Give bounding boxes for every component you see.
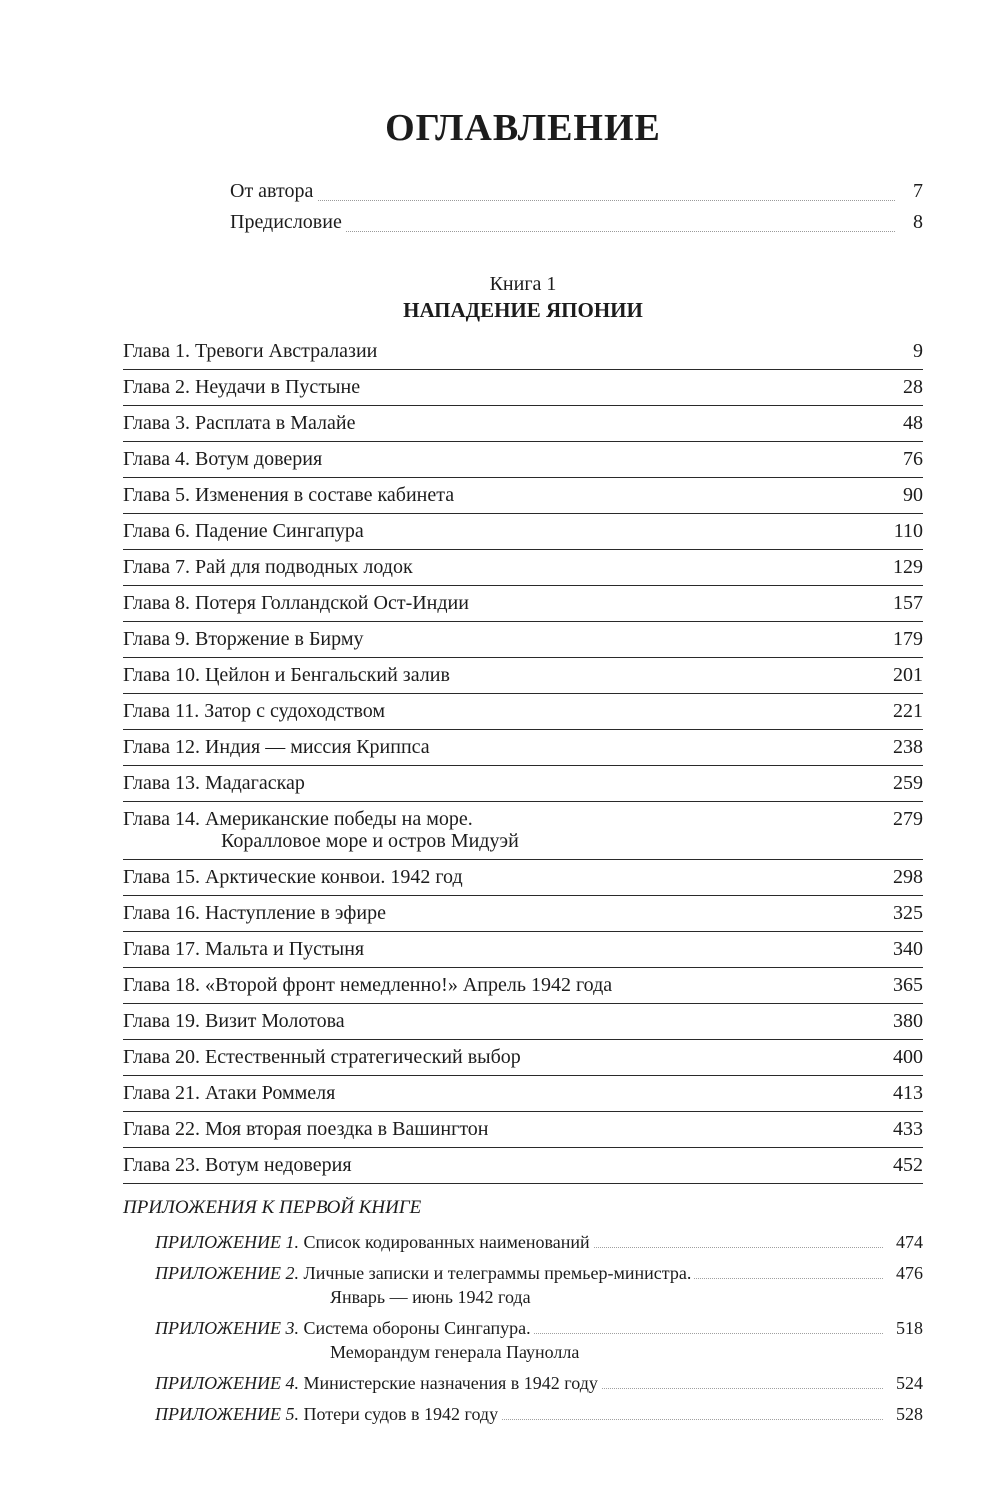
chapter-entry[interactable] [123,694,923,730]
book-label: Книга 1 [489,273,557,295]
chapter-label: Глава 2. Неудачи в Пустыне [123,376,361,398]
chapter-page: 365 [893,974,923,996]
appendix-prefix: ПРИЛОЖЕНИЕ 4. [155,1373,299,1393]
appendix-prefix: ПРИЛОЖЕНИЕ 1. [155,1232,299,1252]
chapter-entry[interactable] [123,1076,923,1112]
chapter-entry[interactable] [123,550,923,586]
chapter-page: 221 [893,700,923,722]
toc-entry-page: 8 [913,211,923,233]
dot-leader [230,200,895,201]
chapter-page: 9 [913,340,923,362]
chapter-label: Глава 17. Мальта и Пустыня [123,938,365,960]
chapter-entry[interactable] [123,334,923,370]
appendix-page: 474 [896,1232,923,1252]
chapter-label: Глава 20. Естественный стратегический выбор [123,1046,521,1068]
chapter-label: Глава 19. Визит Молотова [123,1010,345,1032]
chapter-page: 48 [903,412,923,434]
chapter-entry[interactable] [123,802,923,860]
chapter-page: 76 [903,448,923,470]
chapter-entry[interactable] [123,1004,923,1040]
chapter-label: Глава 7. Рай для подводных лодок [123,556,413,578]
chapter-label: Глава 8. Потеря Голландской Ост-Индии [123,592,469,614]
appendix-page: 476 [896,1263,923,1283]
appendix-entry[interactable] [155,1402,923,1426]
appendix-label-continued: Январь — июнь 1942 года [330,1287,531,1307]
chapter-label: Глава 4. Вотум доверия [123,448,323,470]
book-title: НАПАДЕНИЕ ЯПОНИИ [403,298,643,322]
chapter-label: Глава 11. Затор с судоходством [123,700,386,722]
chapter-entry[interactable] [123,1112,923,1148]
chapter-page: 340 [893,938,923,960]
toc-entry-front[interactable] [230,211,923,241]
chapter-entry[interactable] [123,478,923,514]
toc-entry-front[interactable] [230,180,923,210]
appendix-prefix: ПРИЛОЖЕНИЕ 5. [155,1404,299,1424]
chapter-label: Глава 6. Падение Сингапура [123,520,364,542]
appendix-page: 528 [896,1404,923,1424]
chapter-label: Глава 21. Атаки Роммеля [123,1082,336,1104]
chapter-label-continued: Коралловое море и остров Мидуэй [221,830,519,852]
chapter-page: 452 [893,1154,923,1176]
chapter-entry[interactable] [123,442,923,478]
appendix-page: 518 [896,1318,923,1338]
appendix-label-continued: Меморандум генерала Паунолла [330,1342,580,1362]
chapter-label: Глава 15. Арктические конвои. 1942 год [123,866,463,888]
chapter-label: Глава 23. Вотум недоверия [123,1154,352,1176]
chapter-entry[interactable] [123,932,923,968]
chapter-page: 325 [893,902,923,924]
chapter-page: 400 [893,1046,923,1068]
chapter-entry[interactable] [123,658,923,694]
chapter-page: 129 [893,556,923,578]
chapter-entry[interactable] [123,1040,923,1076]
chapter-page: 157 [893,592,923,614]
page-title: ОГЛАВЛЕНИЕ [385,107,661,149]
chapter-entry[interactable] [123,766,923,802]
chapter-label: Глава 16. Наступление в эфире [123,902,386,924]
toc-entry-label: От автора [230,180,317,203]
chapter-page: 110 [893,520,923,542]
toc-entry-label: Предисловие [230,211,346,234]
chapter-entry[interactable] [123,1148,923,1184]
appendix-label: Министерские назначения в 1942 году [303,1373,598,1393]
chapter-entry[interactable] [123,622,923,658]
chapter-entry[interactable] [123,406,923,442]
chapter-list [123,334,923,1184]
chapter-entry[interactable] [123,586,923,622]
toc-entry-page: 7 [913,180,923,202]
chapter-page: 279 [893,808,923,830]
chapter-entry[interactable] [123,896,923,932]
appendix-label: Потери судов в 1942 году [303,1404,499,1424]
chapter-entry[interactable] [123,730,923,766]
chapter-page: 380 [893,1010,923,1032]
chapter-page: 413 [893,1082,923,1104]
appendix-entry[interactable] [155,1230,923,1254]
chapter-page: 433 [893,1118,923,1140]
chapter-label: Глава 18. «Второй фронт немедленно!» Апрель 1942 года [123,974,613,996]
appendices-heading: ПРИЛОЖЕНИЯ К ПЕРВОЙ КНИГЕ [123,1197,422,1218]
chapter-entry[interactable] [123,514,923,550]
chapter-entry[interactable] [123,968,923,1004]
chapter-page: 28 [903,376,923,398]
appendix-prefix: ПРИЛОЖЕНИЕ 3. [155,1318,299,1338]
appendix-page: 524 [896,1373,923,1393]
chapter-page: 90 [903,484,923,506]
appendix-entry[interactable] [155,1371,923,1395]
chapter-label: Глава 10. Цейлон и Бенгальский залив [123,664,450,686]
chapter-label: Глава 5. Изменения в составе кабинета [123,484,455,506]
chapter-label: Глава 9. Вторжение в Бирму [123,628,364,650]
chapter-label: Глава 14. Американские победы на море. [123,808,473,830]
appendix-label: Личные записки и телеграммы премьер-министра. [303,1263,692,1283]
chapter-label: Глава 1. Тревоги Австралазии [123,340,378,362]
appendix-label: Список кодированных наименований [303,1232,590,1252]
chapter-label: Глава 13. Мадагаскар [123,772,305,794]
appendix-prefix: ПРИЛОЖЕНИЕ 2. [155,1263,299,1283]
chapter-label: Глава 3. Расплата в Малайе [123,412,356,434]
chapter-entry[interactable] [123,370,923,406]
chapter-page: 259 [893,772,923,794]
chapter-page: 201 [893,664,923,686]
appendix-entry[interactable] [155,1261,923,1309]
chapter-label: Глава 22. Моя вторая поездка в Вашингтон [123,1118,489,1140]
appendix-entry[interactable] [155,1316,923,1364]
chapter-label: Глава 12. Индия — миссия Криппса [123,736,430,758]
chapter-page: 298 [893,866,923,888]
chapter-entry[interactable] [123,860,923,896]
chapter-page: 238 [893,736,923,758]
appendix-label: Система обороны Сингапура. [303,1318,531,1338]
chapter-page: 179 [893,628,923,650]
